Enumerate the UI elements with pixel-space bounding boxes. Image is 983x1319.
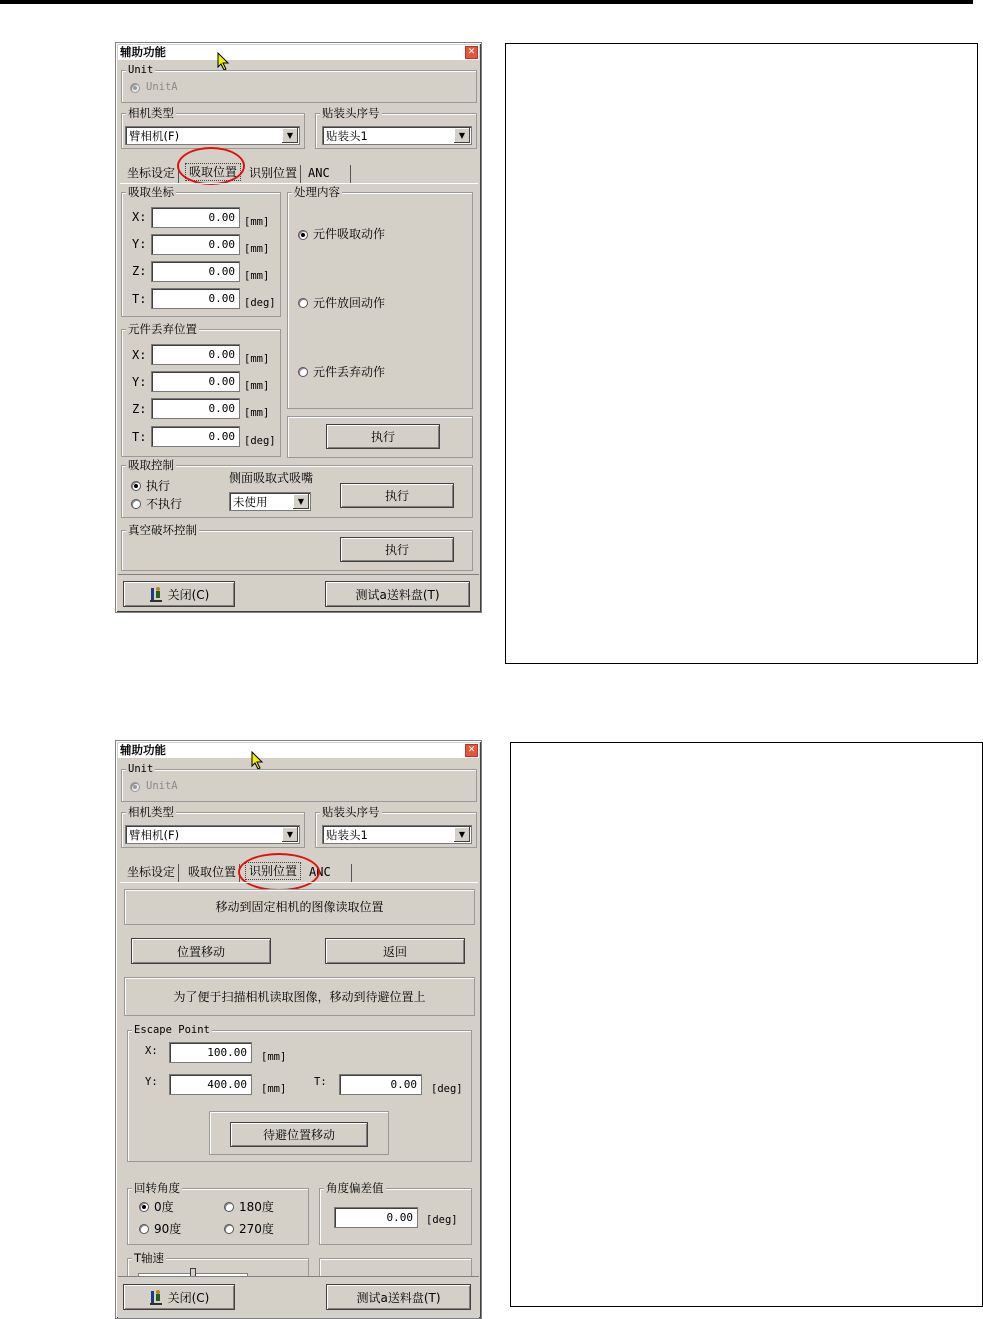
pick-z-value: 0.00 — [208, 265, 235, 278]
discard-y-field[interactable] — [151, 371, 240, 392]
head-order-group — [315, 805, 477, 848]
camera-type-label: 相机类型 — [128, 805, 174, 819]
pick-x-unit: [mm] — [244, 216, 270, 228]
tab-anc[interactable]: ANC — [306, 864, 352, 882]
discard-z-value: 0.00 — [208, 402, 235, 415]
head-order-value: 贴装头1 — [326, 128, 368, 143]
rotation-angle-group — [127, 1181, 309, 1245]
note-box-1 — [505, 43, 978, 664]
rotation-180-label: 180度 — [239, 1200, 274, 1214]
pick-t-unit: [deg] — [244, 297, 276, 309]
unit-group-label: Unit — [128, 64, 154, 76]
discard-t-unit: [deg] — [244, 435, 276, 447]
pick-y-label: Y: — [132, 237, 147, 251]
pick-t-field[interactable] — [151, 288, 240, 309]
pick-coord-label: 吸取坐标 — [128, 185, 174, 199]
rotation-180-radio[interactable] — [224, 1202, 234, 1212]
process-group — [287, 185, 473, 409]
close-icon[interactable]: ✕ — [465, 46, 478, 59]
move-fixed-camera-text: 移动到固定相机的图像读取位置 — [215, 900, 384, 914]
angle-offset-value: 0.00 — [386, 1211, 413, 1224]
escape-x-value: 100.00 — [207, 1046, 247, 1059]
discard-x-value: 0.00 — [208, 348, 235, 361]
chevron-down-icon[interactable]: ▼ — [453, 128, 470, 143]
scan-camera-text: 为了便于扫描相机读取图像，移动到待避位置上 — [173, 990, 426, 1004]
escape-point-group — [127, 1024, 472, 1162]
position-move-button[interactable]: 位置移动 — [131, 938, 271, 964]
angle-offset-unit: [deg] — [426, 1214, 458, 1226]
discard-label: 元件丢弃位置 — [128, 322, 197, 336]
unit-group-label: Unit — [128, 763, 154, 775]
discard-x-field[interactable] — [151, 344, 240, 365]
camera-type-group — [121, 805, 305, 848]
test-feeder-button[interactable]: 测试a送料盘(T) — [326, 1284, 471, 1310]
highlight-ellipse — [238, 853, 320, 891]
pick-control-execute-button[interactable]: 执行 — [340, 483, 454, 508]
tab-recognition-position[interactable]: 识别位置 — [245, 862, 301, 880]
unit-group — [121, 64, 477, 103]
tab-recognition-position[interactable]: 识别位置 — [246, 165, 301, 183]
title-bar[interactable] — [118, 743, 479, 758]
vacuum-label: 真空破坏控制 — [128, 523, 197, 537]
note-box-2 — [510, 742, 983, 1307]
exit-person-icon — [149, 586, 163, 602]
rotation-90-radio[interactable] — [139, 1224, 149, 1234]
head-order-label: 贴装头序号 — [322, 106, 380, 120]
discard-t-label: T: — [132, 430, 147, 444]
process-execute-button[interactable]: 执行 — [326, 424, 440, 449]
escape-t-label: T: — [314, 1076, 327, 1088]
side-nozzle-value: 未使用 — [233, 494, 268, 509]
rotation-angle-label: 回转角度 — [134, 1181, 180, 1195]
discard-y-value: 0.00 — [208, 375, 235, 388]
discard-y-label: Y: — [132, 375, 147, 389]
pick-control-label: 吸取控制 — [128, 458, 174, 472]
footer-divider — [118, 1276, 479, 1277]
unit-a-label: UnitA — [146, 81, 178, 93]
unit-a-radio[interactable] — [130, 83, 140, 93]
pick-x-field[interactable] — [151, 207, 240, 228]
pick-control-execute-label: 执行 — [146, 479, 171, 493]
pick-y-value: 0.00 — [208, 238, 235, 251]
discard-z-unit: [mm] — [244, 407, 270, 419]
head-order-label: 贴装头序号 — [322, 805, 380, 819]
title-bar[interactable] — [118, 45, 479, 60]
escape-y-label: Y: — [145, 1076, 158, 1088]
head-order-value: 贴装头1 — [326, 827, 368, 842]
escape-y-value: 400.00 — [207, 1078, 247, 1091]
execute-box — [287, 416, 473, 458]
pick-y-unit: [mm] — [244, 243, 270, 255]
unit-a-label: UnitA — [146, 780, 178, 792]
vacuum-execute-button[interactable]: 执行 — [340, 537, 454, 562]
t-speed-label: T轴速 — [134, 1251, 165, 1265]
tab-coordinate-setting[interactable]: 坐标设定 — [124, 864, 179, 882]
discard-z-label: Z: — [132, 402, 147, 416]
close-icon[interactable]: ✕ — [465, 744, 478, 757]
head-order-select[interactable] — [322, 825, 472, 844]
escape-move-button[interactable]: 待避位置移动 — [230, 1122, 368, 1147]
camera-type-value: 臂相机(F) — [129, 827, 180, 842]
tab-pick-position[interactable]: 吸取位置 — [185, 864, 240, 882]
discard-action-radio[interactable] — [298, 367, 308, 377]
rotation-270-radio[interactable] — [224, 1224, 234, 1234]
pick-t-value: 0.00 — [208, 292, 235, 305]
scan-camera-info — [124, 977, 475, 1016]
tab-anc[interactable]: ANC — [305, 165, 351, 183]
close-button-label: 关闭(C) — [167, 587, 210, 602]
tab-coordinate-setting[interactable]: 坐标设定 — [124, 165, 179, 183]
discard-t-field[interactable] — [151, 426, 240, 447]
escape-t-value: 0.00 — [390, 1078, 417, 1091]
return-action-label: 元件放回动作 — [313, 296, 386, 310]
pick-z-label: Z: — [132, 264, 147, 278]
camera-type-label: 相机类型 — [128, 106, 174, 120]
return-button[interactable]: 返回 — [325, 938, 465, 964]
highlight-ellipse — [177, 147, 245, 185]
pick-action-label: 元件吸取动作 — [313, 227, 386, 241]
pick-x-value: 0.00 — [208, 211, 235, 224]
close-button[interactable] — [123, 1284, 235, 1310]
chevron-down-icon[interactable]: ▼ — [453, 827, 470, 842]
footer-divider — [118, 574, 479, 575]
unit-a-radio[interactable] — [130, 782, 140, 792]
mouse-cursor-icon — [251, 751, 265, 771]
chevron-down-icon[interactable]: ▼ — [292, 494, 309, 509]
pick-action-radio[interactable] — [298, 230, 308, 240]
escape-x-label: X: — [145, 1045, 158, 1057]
discard-t-value: 0.00 — [208, 430, 235, 443]
discard-x-unit: [mm] — [244, 353, 270, 365]
rotation-90-label: 90度 — [154, 1222, 182, 1236]
angle-offset-label: 角度偏差值 — [326, 1181, 384, 1195]
escape-t-unit: [deg] — [431, 1083, 463, 1095]
return-action-radio[interactable] — [298, 298, 308, 308]
chevron-down-icon[interactable]: ▼ — [281, 827, 298, 842]
discard-x-label: X: — [132, 348, 147, 362]
side-nozzle-label: 侧面吸取式吸嘴 — [229, 471, 314, 485]
window-title: 辅助功能 — [120, 45, 166, 59]
unit-group — [121, 763, 477, 802]
camera-type-value: 臂相机(F) — [129, 128, 180, 143]
discard-action-label: 元件丢弃动作 — [313, 365, 386, 379]
head-order-group — [315, 106, 477, 149]
top-rule — [0, 0, 973, 4]
close-button[interactable] — [123, 581, 235, 607]
camera-type-group — [121, 106, 305, 149]
pick-control-skip-radio[interactable] — [131, 499, 141, 509]
aux-function-dialog-1 — [115, 42, 482, 613]
pick-z-unit: [mm] — [244, 270, 270, 282]
discard-y-unit: [mm] — [244, 380, 270, 392]
pick-t-label: T: — [132, 292, 147, 306]
head-order-select[interactable] — [322, 126, 472, 145]
pick-z-field[interactable] — [151, 261, 240, 282]
rotation-0-radio[interactable] — [139, 1202, 149, 1212]
pick-y-field[interactable] — [151, 234, 240, 255]
close-button-label: 关闭(C) — [167, 1290, 210, 1305]
chevron-down-icon[interactable]: ▼ — [281, 128, 298, 143]
window-title: 辅助功能 — [120, 743, 166, 757]
escape-y-unit: [mm] — [261, 1083, 287, 1095]
process-label: 处理内容 — [294, 185, 340, 199]
aux-function-dialog-2 — [115, 740, 482, 1319]
escape-t-field[interactable] — [339, 1074, 422, 1095]
discard-z-field[interactable] — [151, 398, 240, 419]
vacuum-group — [121, 523, 473, 571]
angle-offset-group — [319, 1181, 472, 1245]
tab-strip-line — [120, 882, 478, 883]
pick-control-group — [121, 458, 473, 518]
escape-move-box — [209, 1111, 389, 1155]
pick-x-label: X: — [132, 210, 147, 224]
camera-type-select[interactable] — [125, 825, 300, 844]
rotation-0-label: 0度 — [154, 1200, 174, 1214]
escape-point-label: Escape Point — [134, 1024, 210, 1036]
escape-y-field[interactable] — [169, 1074, 252, 1095]
mouse-cursor-icon — [217, 52, 231, 72]
escape-x-unit: [mm] — [261, 1051, 287, 1063]
camera-type-select[interactable] — [125, 126, 300, 145]
test-feeder-button[interactable]: 测试a送料盘(T) — [325, 581, 470, 607]
fixed-camera-info — [124, 889, 475, 925]
exit-person-icon — [149, 1289, 163, 1305]
pick-control-execute-radio[interactable] — [131, 481, 141, 491]
angle-offset-field[interactable] — [334, 1207, 418, 1228]
tab-pick-position[interactable]: 吸取位置 — [185, 163, 241, 181]
tab-strip-line — [120, 183, 478, 184]
side-nozzle-select[interactable] — [229, 492, 311, 511]
escape-x-field[interactable] — [169, 1042, 252, 1063]
rotation-270-label: 270度 — [239, 1222, 274, 1236]
pick-control-skip-label: 不执行 — [146, 497, 183, 511]
